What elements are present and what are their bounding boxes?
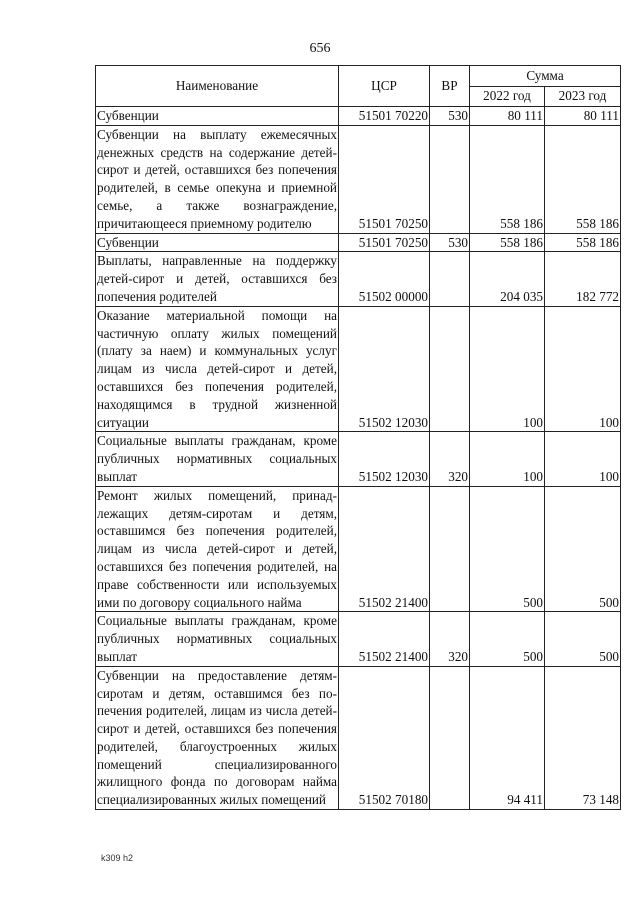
header-year-2023: 2023 год	[545, 86, 621, 107]
row-sum-2022: 558 186	[470, 233, 545, 252]
row-csr: 51502 12030	[339, 306, 430, 432]
table-body	[96, 107, 621, 810]
row-sum-2022: 500	[470, 612, 545, 666]
row-name: Оказание материальной помощи на частичную оплату жилых помещений (плату за наем) и коммунальных услуг лицам из числа детей-сирот и детей, оставшихся без попечения родителей, находящимся в трудной жизненной ситуации	[96, 306, 339, 432]
header-year-2022: 2022 год	[470, 86, 545, 107]
table-row	[96, 306, 621, 432]
row-name: Ремонт жилых помещений, принадлежащих детям-сиротам и детям, оставшимся без попечения родителей, лицам из числа детей-сирот и детей, оставшихся без попечения родителей, на праве собственности или используемых ими по договору социального найма	[96, 486, 339, 612]
row-name: Субвенции на выплату ежемесячных денежных средств на содержание детей-сирот и детей, оставшихся без попечения родителей, в семье опекуна и приемной семье, а также вознаграждение, причитающееся приемному родителю	[96, 125, 339, 233]
table-row	[96, 252, 621, 306]
header-name: Наименование	[96, 66, 339, 107]
row-csr: 51501 70250	[339, 125, 430, 233]
row-sum-2022: 80 111	[470, 107, 545, 126]
row-csr: 51502 12030	[339, 432, 430, 486]
page-number: 656	[309, 41, 331, 56]
row-vr: 320	[430, 612, 470, 666]
header-csr: ЦСР	[339, 66, 430, 107]
row-name: Субвенции на предоставление детям-сиротам и детям, оставшимся без попечения родителей, лицам из числа детей-сирот и детей, оставшихся без попечения родителей, благоустроенных жилых помещений специализированного жилищного фонда по договорам найма специализированных жилых помещений	[96, 666, 339, 809]
row-sum-2022: 558 186	[470, 125, 545, 233]
row-vr	[430, 252, 470, 306]
table-row	[96, 666, 621, 809]
row-sum-2023: 500	[545, 486, 621, 612]
row-name: Социальные выплаты гражданам, кроме публичных нормативных социальных выплат	[96, 612, 339, 666]
row-csr: 51502 21400	[339, 486, 430, 612]
table-row	[96, 612, 621, 666]
row-sum-2022: 500	[470, 486, 545, 612]
header-vr: ВР	[430, 66, 470, 107]
row-sum-2023: 182 772	[545, 252, 621, 306]
table-row	[96, 125, 621, 233]
row-csr: 51501 70250	[339, 233, 430, 252]
row-sum-2023: 558 186	[545, 233, 621, 252]
table-row	[96, 233, 621, 252]
row-csr: 51502 00000	[339, 252, 430, 306]
row-sum-2023: 100	[545, 432, 621, 486]
row-sum-2022: 100	[470, 306, 545, 432]
row-sum-2022: 94 411	[470, 666, 545, 809]
row-sum-2023: 73 148	[545, 666, 621, 809]
row-vr	[430, 125, 470, 233]
table-row	[96, 432, 621, 486]
row-name: Субвенции	[96, 233, 339, 252]
row-sum-2023: 80 111	[545, 107, 621, 126]
table-header	[96, 66, 621, 107]
row-name: Выплаты, направленные на поддержку детей-сирот и детей, оставшихся без попечения родителей	[96, 252, 339, 306]
row-sum-2023: 558 186	[545, 125, 621, 233]
table-row	[96, 107, 621, 126]
row-csr: 51502 21400	[339, 612, 430, 666]
row-vr: 530	[430, 233, 470, 252]
row-csr: 51502 70180	[339, 666, 430, 809]
row-vr	[430, 306, 470, 432]
row-vr: 320	[430, 432, 470, 486]
row-sum-2023: 500	[545, 612, 621, 666]
row-vr	[430, 666, 470, 809]
row-vr	[430, 486, 470, 612]
budget-table	[95, 65, 621, 810]
table-row	[96, 486, 621, 612]
footer-code: k309 h2	[101, 853, 134, 863]
row-sum-2023: 100	[545, 306, 621, 432]
header-sum: Сумма	[470, 66, 621, 87]
row-sum-2022: 100	[470, 432, 545, 486]
row-vr: 530	[430, 107, 470, 126]
row-name: Социальные выплаты гражданам, кроме публичных нормативных социальных выплат	[96, 432, 339, 486]
row-sum-2022: 204 035	[470, 252, 545, 306]
row-csr: 51501 70220	[339, 107, 430, 126]
row-name: Субвенции	[96, 107, 339, 126]
